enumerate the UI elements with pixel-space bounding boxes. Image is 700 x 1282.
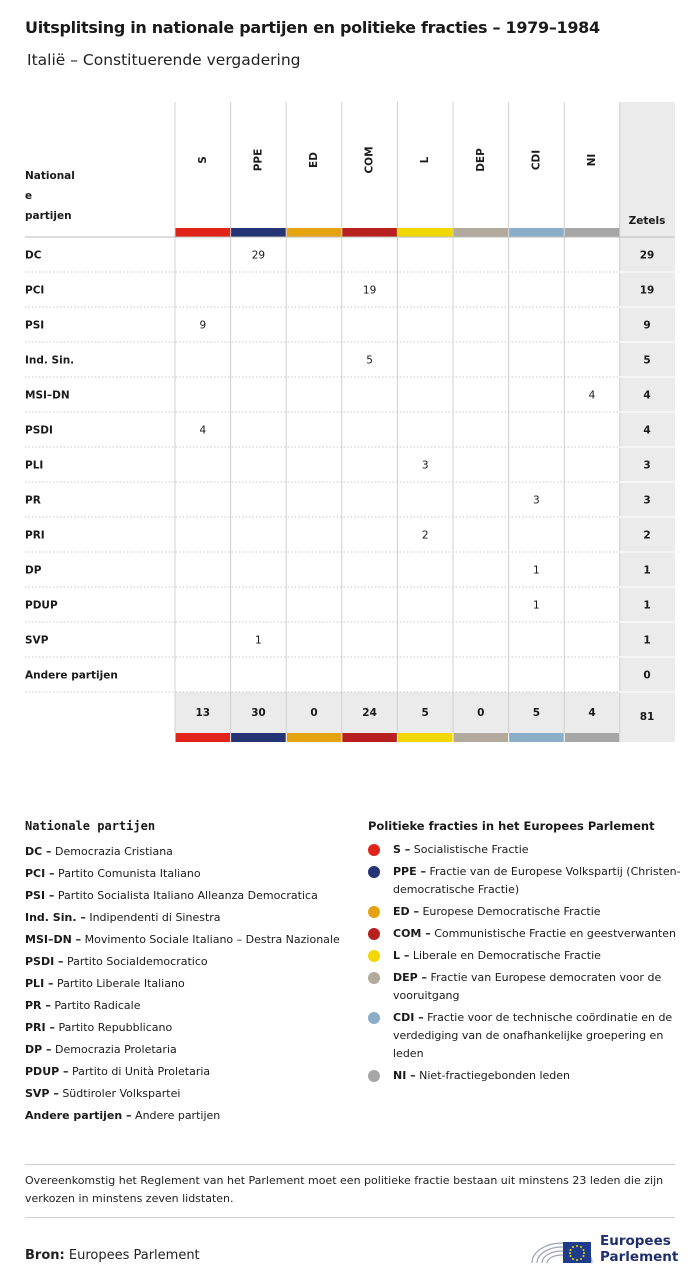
legend-color-dot-icon xyxy=(368,950,380,962)
legend-group-item xyxy=(368,947,688,965)
legend-party-name: Partito di Unità Proletaria xyxy=(68,1065,211,1078)
legend-party-item xyxy=(25,951,355,973)
column-header-s: S xyxy=(196,156,209,164)
row-label: PR xyxy=(25,494,41,507)
legend-party-code: Ind. Sin. – xyxy=(25,911,86,924)
seat-value: 5 xyxy=(366,354,373,367)
legend-party-code: PSDI – xyxy=(25,955,64,968)
legend-color-dot-icon xyxy=(368,972,380,984)
row-total: 2 xyxy=(643,529,651,542)
seat-value: 3 xyxy=(421,459,429,472)
legend-group-code: ED – xyxy=(393,905,419,918)
row-label: Ind. Sin. xyxy=(25,354,75,367)
column-total: 24 xyxy=(362,707,377,719)
legend-party-code: DP – xyxy=(25,1043,52,1056)
seat-value: 1 xyxy=(255,634,262,647)
seat-value: 2 xyxy=(421,529,429,542)
column-total: 4 xyxy=(588,707,596,719)
total-header: Zetels xyxy=(628,215,666,227)
legend-party-item xyxy=(25,1039,355,1061)
row-total: 19 xyxy=(639,284,655,297)
legend-group-name: Fractie van de Europese Volkspartij (Christen-democratische Fractie) xyxy=(393,865,681,896)
legend-party-item xyxy=(25,907,355,929)
logo-wordmark xyxy=(600,1233,678,1265)
legend-group-item xyxy=(368,841,688,859)
row-total: 3 xyxy=(643,494,651,507)
group-color-bar-cdi xyxy=(509,228,564,237)
legend-party-item xyxy=(25,973,355,995)
legend-party-code: PCI – xyxy=(25,867,55,880)
group-color-bar-l xyxy=(398,228,453,237)
legend-party-item xyxy=(25,929,355,951)
legend-party-item xyxy=(25,885,355,907)
row-label: PSDI xyxy=(25,424,53,437)
seat-value: 3 xyxy=(533,494,540,507)
column-total: 13 xyxy=(195,707,211,719)
group-color-bar-bottom-com xyxy=(342,733,397,742)
column-header-ppe: PPE xyxy=(252,148,265,172)
legend-group-code: L – xyxy=(393,949,410,962)
legend-group-name: Liberale en Democratische Fractie xyxy=(409,949,601,962)
legend-party-item xyxy=(25,863,355,885)
legend-color-dot-icon xyxy=(368,844,380,856)
column-header-cdi: CDI xyxy=(530,149,543,171)
row-label: SVP xyxy=(25,634,49,647)
row-label: Andere partijen xyxy=(25,669,118,682)
legend-party-name: Movimento Sociale Italiano – Destra Nazionale xyxy=(81,933,340,946)
source-text: Europees Parlement xyxy=(68,1248,200,1263)
seat-value: 4 xyxy=(588,389,596,402)
seat-value: 1 xyxy=(533,564,540,577)
row-total: 9 xyxy=(643,319,651,332)
legend-group-name: Fractie van Europese democraten voor de vooruitgang xyxy=(393,971,662,1002)
legend-party-code: SVP – xyxy=(25,1087,59,1100)
legend-group-item xyxy=(368,925,688,943)
group-color-bar-com xyxy=(342,228,397,237)
legend-party-code: DC – xyxy=(25,845,52,858)
legend-group-code: NI – xyxy=(393,1069,416,1082)
legend-party-code: PLI – xyxy=(25,977,54,990)
legend-group-item xyxy=(368,1009,688,1063)
row-total: 4 xyxy=(643,389,651,402)
group-color-bar-bottom-cdi xyxy=(509,733,564,742)
legend-group-code: S – xyxy=(393,843,411,856)
legend-party-code: PDUP – xyxy=(25,1065,69,1078)
seat-value: 4 xyxy=(199,424,207,437)
national-parties-legend-heading: Nationale partijen xyxy=(25,819,156,833)
column-header-ed: ED xyxy=(308,152,320,168)
legend-party-name: Südtiroler Volkspartei xyxy=(58,1087,181,1100)
row-label: DC xyxy=(25,249,42,262)
legend-group-code: DEP – xyxy=(393,971,428,984)
legend-party-item xyxy=(25,1083,355,1105)
seat-value: 19 xyxy=(362,284,377,297)
column-total: 5 xyxy=(421,707,429,719)
political-groups-legend xyxy=(368,815,688,1089)
legend-group-code: COM – xyxy=(393,927,431,940)
divider xyxy=(25,1164,675,1165)
row-label: PRI xyxy=(25,529,45,542)
legend-party-name: Indipendenti di Sinestra xyxy=(85,911,221,924)
legend-party-item xyxy=(25,1061,355,1083)
legend-group-item xyxy=(368,1067,688,1085)
legend-group-name: Fractie voor de technische coördinatie en de verdediging van de onafhankelijke groepering en leden xyxy=(393,1011,673,1060)
legend-party-code: PRI – xyxy=(25,1021,55,1034)
row-total: 1 xyxy=(643,634,651,647)
divider xyxy=(25,1217,675,1218)
group-color-bar-ni xyxy=(565,228,620,237)
seat-value: 9 xyxy=(199,319,207,332)
legend-group-item xyxy=(368,969,688,1005)
legend-group-name: Europese Democratische Fractie xyxy=(418,905,601,918)
legend-group-code: PPE – xyxy=(393,865,426,878)
legend-color-dot-icon xyxy=(368,928,380,940)
column-total: 0 xyxy=(310,707,318,719)
logo-line-1: Europees xyxy=(600,1233,671,1249)
group-color-bar-bottom-ppe xyxy=(231,733,286,742)
legend-group-name: Niet-fractiegebonden leden xyxy=(415,1069,570,1082)
group-color-bar-ed xyxy=(287,228,342,237)
legend-party-code: MSI–DN – xyxy=(25,933,82,946)
row-header-label: National e partijen xyxy=(25,170,75,222)
group-color-bar-ppe xyxy=(231,228,286,237)
row-label: PLI xyxy=(25,459,44,472)
legend-color-dot-icon xyxy=(368,1070,380,1082)
page-title: Uitsplitsing in nationale partijen en politieke fracties – 1979–1984 xyxy=(25,18,600,37)
group-color-bar-bottom-s xyxy=(176,733,231,742)
political-groups-legend-heading: Politieke fracties in het Europees Parlement xyxy=(368,819,655,833)
legend-party-code: Andere partijen – xyxy=(25,1109,132,1122)
group-color-bar-bottom-dep xyxy=(454,733,509,742)
column-header-com: COM xyxy=(363,146,376,174)
column-total: 5 xyxy=(532,707,541,719)
column-total: 30 xyxy=(251,707,266,719)
legend-group-name: Socialistische Fractie xyxy=(410,843,529,856)
legend-party-name: Democrazia Proletaria xyxy=(51,1043,177,1056)
row-total: 1 xyxy=(643,599,651,612)
legend-party-name: Partito Liberale Italiano xyxy=(53,977,185,990)
row-total: 5 xyxy=(643,354,651,367)
legend-party-item xyxy=(25,841,355,863)
legend-party-name: Andere partijen xyxy=(131,1109,221,1122)
legend-group-item xyxy=(368,863,688,899)
row-total: 29 xyxy=(639,249,655,262)
legend-party-name: Partito Radicale xyxy=(50,999,141,1012)
legend-party-name: Partito Comunista Italiano xyxy=(54,867,201,880)
legend-color-dot-icon xyxy=(368,906,380,918)
group-color-bar-bottom-ni xyxy=(565,733,620,742)
row-label: PDUP xyxy=(25,599,58,612)
grand-total: 81 xyxy=(639,711,655,723)
national-parties-legend xyxy=(25,815,355,1127)
legend-group-code: CDI – xyxy=(393,1011,424,1024)
group-color-bar-bottom-l xyxy=(398,733,453,742)
row-label: MSI–DN xyxy=(25,389,70,402)
legend-party-item xyxy=(25,1017,355,1039)
legend-party-item xyxy=(25,1105,355,1127)
group-color-bar-bottom-ed xyxy=(287,733,342,742)
seat-value: 1 xyxy=(533,599,540,612)
row-label: PSI xyxy=(25,319,45,332)
row-label: PCI xyxy=(25,284,45,297)
group-color-bar-s xyxy=(176,228,231,237)
column-header-dep: DEP xyxy=(474,148,487,172)
source-label: Bron: xyxy=(25,1248,65,1263)
legend-party-item xyxy=(25,995,355,1017)
page-subtitle: Italië – Constituerende vergadering xyxy=(27,51,301,69)
legend-group-name: Communistische Fractie en geestverwanten xyxy=(430,927,676,940)
row-total: 4 xyxy=(643,424,651,437)
legend-color-dot-icon xyxy=(368,1012,380,1024)
row-total: 1 xyxy=(643,564,651,577)
legend-party-name: Partito Socialista Italiano Alleanza Democratica xyxy=(54,889,318,902)
logo-line-2: Parlement xyxy=(600,1249,679,1265)
row-total: 3 xyxy=(643,459,651,472)
legend-party-name: Democrazia Cristiana xyxy=(51,845,173,858)
row-total: 0 xyxy=(643,669,651,682)
legend-party-code: PSI – xyxy=(25,889,55,902)
legend-party-name: Partito Repubblicano xyxy=(54,1021,173,1034)
group-color-bar-dep xyxy=(454,228,509,237)
legend-party-name: Partito Socialdemocratico xyxy=(63,955,208,968)
footnote: Overeenkomstig het Reglement van het Parlement moet een politieke fractie bestaan uit minstens 23 leden die zijn verkozen in minstens zeven lidstaten. xyxy=(25,1174,664,1205)
row-label: DP xyxy=(25,564,42,577)
legend-group-item xyxy=(368,903,688,921)
source-line xyxy=(25,1248,200,1263)
column-header-l: L xyxy=(419,156,432,164)
column-total: 0 xyxy=(477,707,485,719)
column-header-ni: NI xyxy=(586,153,598,167)
seat-value: 29 xyxy=(251,249,266,262)
legend-color-dot-icon xyxy=(368,866,380,878)
legend-party-code: PR – xyxy=(25,999,51,1012)
